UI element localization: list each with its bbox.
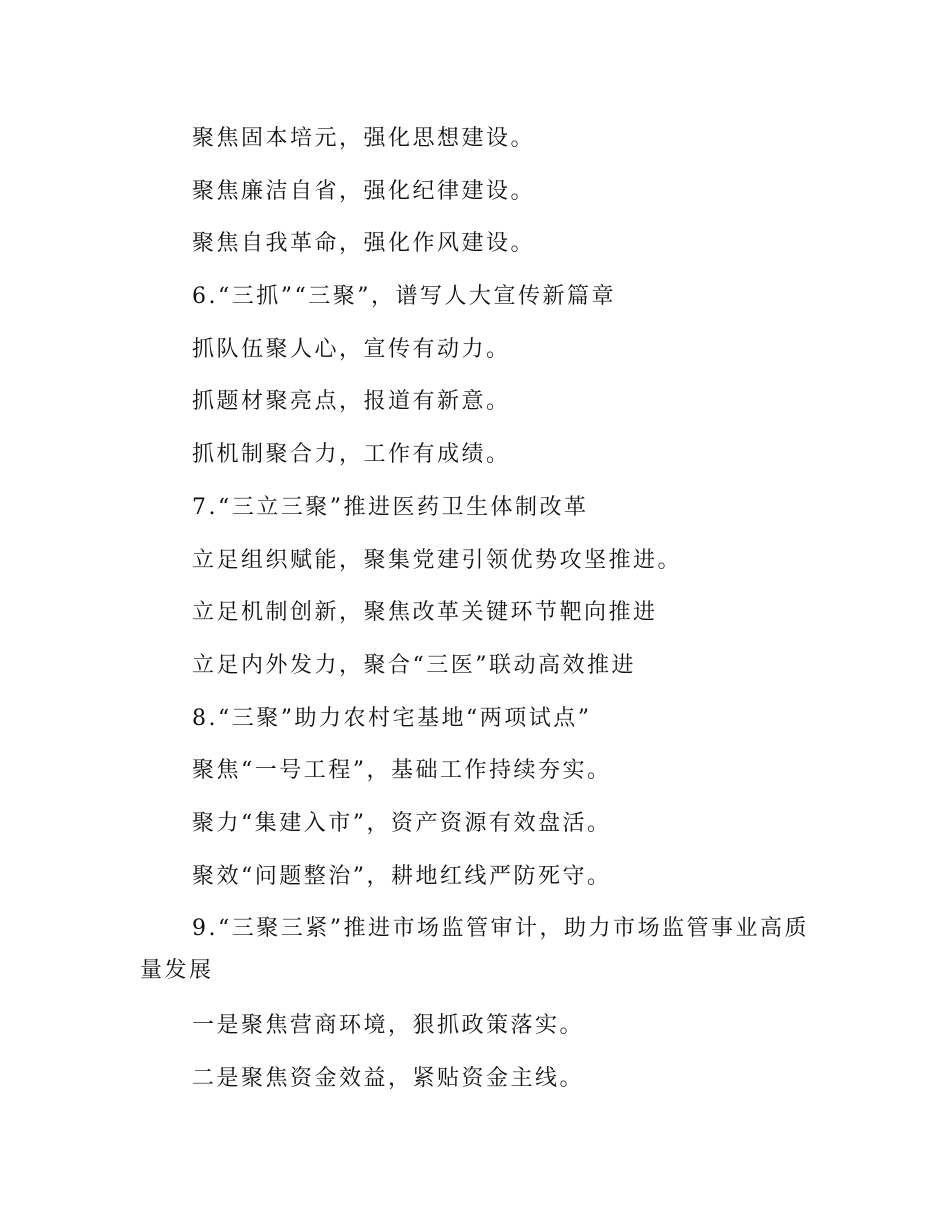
text-line: 聚效“问题整治”，耕地红线严防死守。	[192, 863, 612, 889]
text-line: 聚力“集建入市”，资产资源有效盘活。	[192, 810, 612, 836]
section-heading-wrapped: 9.“三聚三紧”推进市场监管审计，助力市场监管事业高质量发展	[140, 916, 809, 984]
text-line: 聚焦廉洁自省，强化纪律建设。	[192, 178, 536, 204]
text-line: 抓机制聚合力，工作有成绩。	[192, 442, 511, 468]
text-line: 立足组织赋能，聚集党建引领优势攻坚推进。	[192, 547, 683, 573]
text-line: 聚焦自我革命，强化作风建设。	[192, 231, 536, 257]
text-line: 二是聚焦资金效益，紧贴资金主线。	[192, 1066, 585, 1091]
section-heading: 6.“三抓”“三聚”，谱写人大宣传新篇章	[192, 284, 616, 310]
section-heading: 8.“三聚”助力农村宅基地“两项试点”	[192, 705, 592, 731]
text-line: 立足内外发力，聚合“三医”联动高效推进	[192, 652, 636, 678]
text-line: 抓队伍聚人心，宣传有动力。	[192, 336, 511, 362]
text-line: 抓题材聚亮点，报道有新意。	[192, 389, 511, 415]
text-line: 聚焦“一号工程”，基础工作持续夯实。	[192, 758, 612, 784]
text-line: 聚焦固本培元，强化思想建设。	[192, 126, 536, 151]
document-body	[140, 113, 830, 1106]
text-line: 一是聚焦营商环境，狠抓政策落实。	[192, 1013, 585, 1039]
section-heading: 7.“三立三聚”推进医药卫生体制改革	[192, 494, 589, 520]
text-line: 立足机制创新，聚焦改革关键环节靶向推进	[192, 600, 658, 626]
